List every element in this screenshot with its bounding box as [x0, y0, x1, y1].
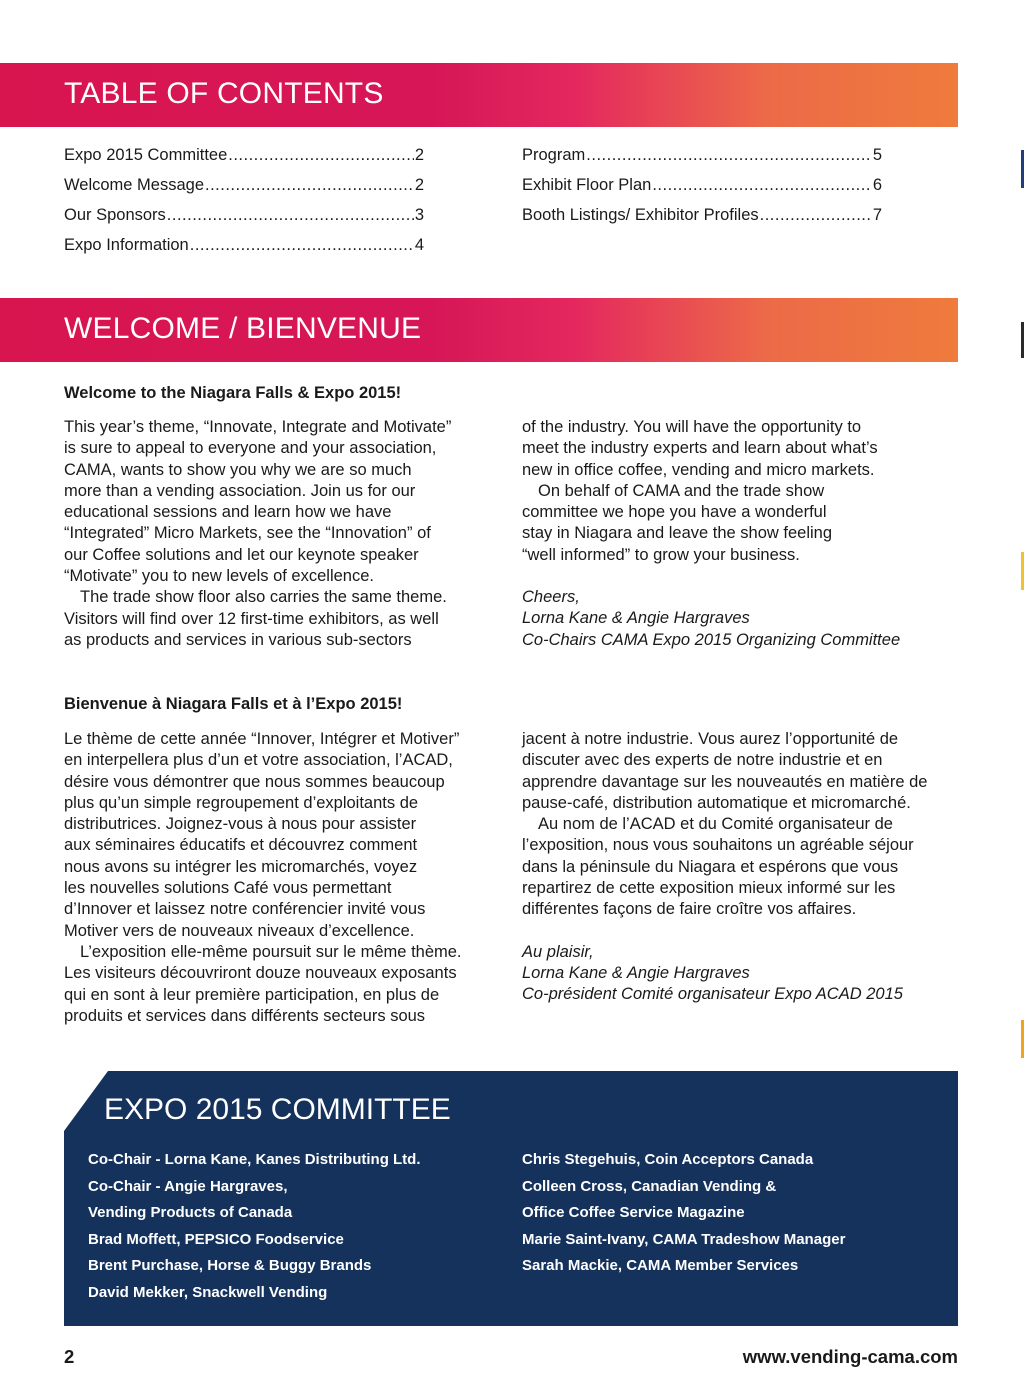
text-line: repartirez de cette exposition mieux informé sur les: [522, 879, 896, 898]
toc-entry[interactable]: [522, 206, 882, 236]
text-line: plus qu’un simple regroupement d’exploitants de: [64, 793, 419, 812]
toc-leader: [652, 176, 872, 195]
text-line: of the industry. You will have the opportunity to: [522, 418, 862, 436]
text-line: committee we hope you have a wonderful: [522, 503, 827, 522]
signers: Lorna Kane & Angie Hargraves: [522, 609, 750, 628]
toc-entry[interactable]: [64, 236, 424, 266]
toc-right-column: [522, 146, 882, 236]
text-line: qui en sont à leur première participation, en plus de: [64, 985, 440, 1004]
committee-panel: [64, 1071, 958, 1326]
welcome-header-band: [0, 298, 958, 362]
text-line: les nouvelles solutions Café vous permettant: [64, 879, 392, 898]
text-line: différentes façons de faire croître vos affaires.: [522, 900, 857, 919]
text-line: l’exposition, nous vous souhaitons un agréable séjour: [522, 836, 914, 855]
toc-entry-page: 7: [872, 206, 882, 224]
toc-heading: TABLE OF CONTENTS: [64, 77, 384, 110]
toc-entry-page: 6: [872, 176, 882, 194]
committee-right-list: [522, 1151, 845, 1284]
toc-entry[interactable]: [64, 176, 424, 206]
committee-member: Vending Products of Canada: [88, 1204, 293, 1222]
committee-member: Co-Chair - Angie Hargraves,: [88, 1177, 288, 1195]
committee-member: Chris Stegehuis, Coin Acceptors Canada: [522, 1151, 814, 1168]
text-line: jacent à notre industrie. Vous aurez l’opportunité de: [522, 730, 899, 748]
committee-member: David Mekker, Snackwell Vending: [88, 1283, 328, 1301]
welcome-heading: WELCOME / BIENVENUE: [64, 312, 422, 345]
text-line: more than a vending association. Join us for our: [64, 481, 416, 500]
text-line: CAMA, wants to show you why we are so much: [64, 460, 412, 479]
signers: Lorna Kane & Angie Hargraves: [522, 963, 750, 982]
committee-member: Colleen Cross, Canadian Vending &: [522, 1177, 777, 1195]
text-line: aux séminaires éducatifs et découvrez comment: [64, 836, 418, 855]
text-line: pause-café, distribution automatique et micromarché.: [522, 793, 911, 812]
toc-leader: [586, 146, 872, 165]
text-line: d’Innover et laissez notre conférencier invité vous: [64, 900, 426, 919]
toc-entry[interactable]: [522, 176, 882, 206]
toc-entry-page: 4: [414, 236, 424, 254]
text-line: nous avons su intégrer les micromarchés, voyez: [64, 857, 418, 876]
closing: Cheers,: [522, 588, 580, 607]
toc-entry-page: 3: [414, 206, 424, 224]
closing: Au plaisir,: [522, 942, 594, 961]
text-line: stay in Niagara and leave the show feeling: [522, 524, 833, 543]
signer-role: Co-président Comité organisateur Expo ACAD 2015: [522, 985, 903, 1004]
text-line: désire vous démontrer que nous sommes beaucoup: [64, 772, 445, 791]
text-line: Motiver vers de nouveaux niveaux d’excellence.: [64, 921, 415, 940]
committee-left-list: [88, 1151, 421, 1311]
text-line: Le thème de cette année “Innover, Intégrer et Motiver”: [64, 730, 460, 748]
toc-entry-page: 5: [872, 146, 882, 164]
toc-entry-label: Expo 2015 Committee: [64, 146, 228, 164]
text-line: new in office coffee, vending and micro markets.: [522, 460, 875, 479]
english-left-column: [64, 417, 504, 651]
text-line: our Coffee solutions and let our keynote speaker: [64, 545, 419, 564]
toc-leader: [228, 146, 414, 165]
text-line: dans la péninsule du Niagara et espérons que vous: [522, 857, 899, 876]
text-line: “Integrated” Micro Markets, see the “Innovation” of: [64, 524, 431, 543]
text-line: “Motivate” you to new levels of excellence.: [64, 567, 374, 586]
toc-entry[interactable]: [64, 206, 424, 236]
french-right-column: [522, 729, 972, 1006]
committee-member: Brad Moffett, PEPSICO Foodservice: [88, 1230, 344, 1248]
committee-member: Brent Purchase, Horse & Buggy Brands: [88, 1257, 372, 1275]
toc-entry-label: Booth Listings/ Exhibitor Profiles: [522, 206, 759, 224]
french-welcome-title: Bienvenue à Niagara Falls et à l’Expo 2015!: [64, 695, 403, 713]
english-right-column: [522, 417, 962, 651]
toc-leader: [760, 206, 872, 225]
text-line: Visitors will find over 12 first-time exhibitors, as well: [64, 609, 439, 628]
text-line: apprendre davantage sur les nouveautés en matière de: [522, 772, 928, 791]
text-line: This year’s theme, “Innovate, Integrate and Motivate”: [64, 418, 452, 436]
toc-entry[interactable]: [522, 146, 882, 176]
french-left-column: [64, 729, 504, 1027]
toc-entry-label: Exhibit Floor Plan: [522, 176, 652, 194]
text-line: Les visiteurs découvriront douze nouveaux exposants: [64, 964, 457, 983]
committee-member: Co-Chair - Lorna Kane, Kanes Distributing Ltd.: [88, 1151, 421, 1168]
english-welcome-title: Welcome to the Niagara Falls & Expo 2015!: [64, 384, 402, 402]
text-line: Au nom de l’ACAD et du Comité organisateur de: [538, 815, 893, 834]
toc-entry-label: Program: [522, 146, 586, 164]
text-line: discuter avec des experts de notre industrie et en: [522, 751, 883, 770]
text-line: distributrices. Joignez-vous à nous pour assister: [64, 815, 417, 834]
toc-entry-page: 2: [414, 146, 424, 164]
toc-leader: [167, 206, 414, 225]
toc-header-band: [0, 63, 958, 127]
text-line: The trade show floor also carries the same theme.: [80, 588, 447, 607]
text-line: en interpellera plus d’un et votre association, l’ACAD,: [64, 751, 453, 770]
committee-member: Sarah Mackie, CAMA Member Services: [522, 1257, 799, 1275]
toc-entry-label: Expo Information: [64, 236, 189, 254]
text-line: as products and services in various sub-sectors: [64, 630, 412, 649]
committee-member: Office Coffee Service Magazine: [522, 1204, 745, 1222]
text-line: meet the industry experts and learn about what’s: [522, 439, 878, 458]
text-line: educational sessions and learn how we have: [64, 503, 392, 522]
committee-member: Marie Saint-Ivany, CAMA Tradeshow Manager: [522, 1230, 846, 1248]
text-line: is sure to appeal to everyone and your association,: [64, 439, 437, 458]
corner-notch: [64, 1071, 108, 1131]
signer-role: Co-Chairs CAMA Expo 2015 Organizing Committee: [522, 630, 901, 649]
toc-entry-label: Welcome Message: [64, 176, 205, 194]
text-line: produits et services dans différents secteurs sous: [64, 1006, 426, 1025]
toc-entry-label: Our Sponsors: [64, 206, 166, 224]
text-line: L’exposition elle-même poursuit sur le même thème.: [80, 942, 462, 961]
text-line: “well informed” to grow your business.: [522, 545, 800, 564]
page-number: 2: [64, 1346, 75, 1367]
website-link[interactable]: www.vending-cama.com: [742, 1346, 958, 1367]
toc-entry-page: 2: [414, 176, 424, 194]
committee-heading: EXPO 2015 COMMITTEE: [104, 1093, 451, 1126]
toc-left-column: [64, 146, 424, 266]
toc-leader: [205, 176, 414, 195]
toc-leader: [190, 236, 414, 255]
toc-entry[interactable]: [64, 146, 424, 176]
text-line: On behalf of CAMA and the trade show: [538, 481, 825, 500]
